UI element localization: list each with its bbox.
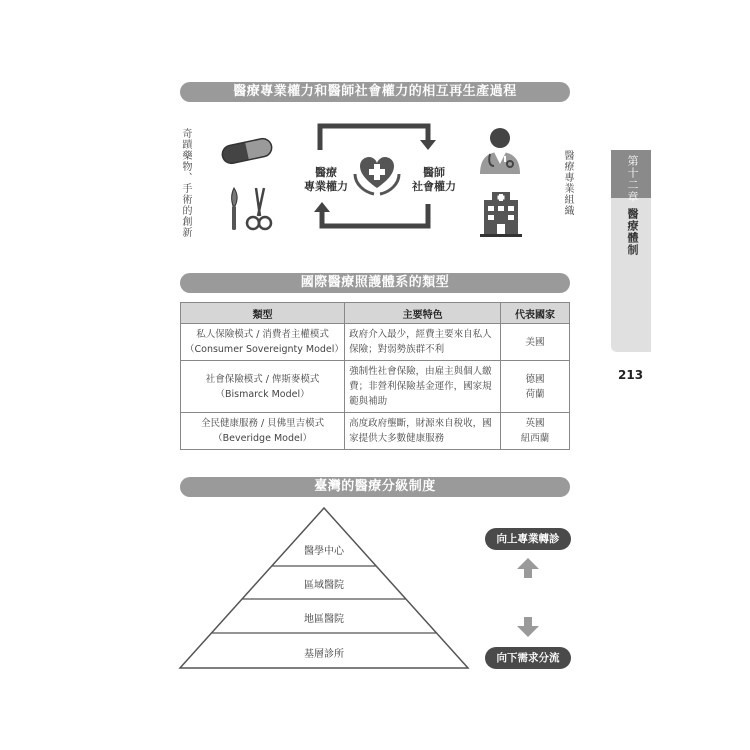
cell-features: 強制性社會保險，由雇主與個人繳費；非營利保險基金運作，國家規範與補助 [345,361,501,413]
right-power-line1: 醫師 [423,166,445,179]
medical-professional-power-label [296,166,356,194]
healthcare-systems-table [180,302,570,450]
header-countries: 代表國家 [501,303,570,324]
doctor-icon [476,126,524,176]
section3-title: 臺灣的醫療分級制度 [180,477,570,497]
header-type: 類型 [181,303,345,324]
cell-countries [501,413,570,450]
hospital-icon [478,190,524,238]
physician-social-power-label [404,166,464,194]
section2-title: 國際醫療照護體系的類型 [180,273,570,293]
table-row [181,413,570,450]
left-power-line1: 醫療 [315,166,337,179]
country: 荷蘭 [525,388,545,400]
right-vertical-caption: 醫療專業組織 [562,150,573,216]
type-english: （Consumer Sovereignty Model） [185,344,344,355]
cell-features: 高度政府壟斷，財源來自稅收，國家提供大多數健康服務 [345,413,501,450]
page-number: 213 [618,368,644,382]
header-features: 主要特色 [345,303,501,324]
country: 英國 [525,418,545,429]
cell-type [181,324,345,361]
cell-countries [501,324,570,361]
chapter-number: 第十二章 [626,155,639,203]
tier-regional-hospital: 區域醫院 [304,580,344,591]
downward-triage-label: 向下需求分流 [485,647,571,669]
chapter-title: 醫療體制 [626,208,639,256]
type-name: 全民健康服務 / 貝佛里吉模式 [200,418,325,429]
type-english: （Bismarck Model） [215,388,310,400]
country: 美國 [525,336,545,348]
heart-care-icon [352,154,402,198]
cell-type [181,361,345,413]
type-english: （Beveridge Model） [213,433,312,444]
cell-features: 政府介入最少，經費主要來自私人保險；對弱勢族群不利 [345,324,501,361]
left-power-line2: 專業權力 [304,180,348,193]
arrow-down-icon [516,616,540,638]
country: 德國 [525,373,545,385]
type-name: 社會保險模式 / 俾斯麥模式 [205,373,320,385]
upward-referral-label: 向上專業轉診 [485,528,571,550]
tier-primary-clinic: 基層診所 [304,649,344,660]
right-power-line2: 社會權力 [412,180,456,193]
tier-district-hospital: 地區醫院 [304,614,344,625]
cell-type [181,413,345,450]
scalpel-icon [226,186,242,232]
section1-title: 醫療專業權力和醫師社會權力的相互再生產過程 [180,82,570,102]
surgical-scissors-icon [244,186,274,232]
left-vertical-caption: 奇蹟藥物、手術的創新 [180,128,191,238]
table-header-row [181,303,570,324]
tier-medical-center: 醫學中心 [304,546,344,557]
capsule-icon [218,132,276,170]
table-row [181,324,570,361]
table-row [181,361,570,413]
cell-countries [501,361,570,413]
arrow-up-icon [516,557,540,579]
type-name: 私人保險模式 / 消費者主權模式 [196,329,329,340]
country: 紐西蘭 [520,433,550,444]
